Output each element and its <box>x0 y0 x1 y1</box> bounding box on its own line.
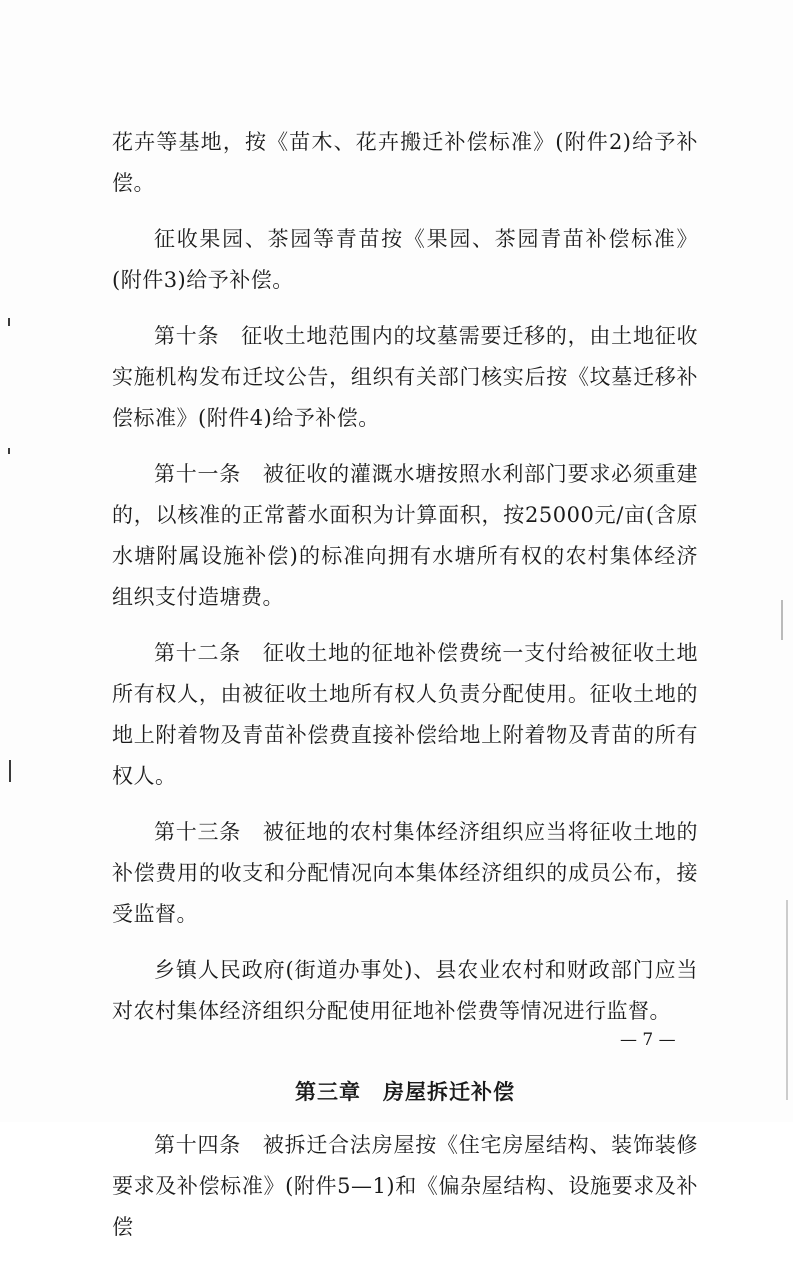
paragraph-orchard-compensation: 征收果园、茶园等青苗按《果园、茶园青苗补偿标准》(附件3)给予补偿。 <box>112 227 698 292</box>
page-number: — 7 — <box>620 1030 676 1050</box>
paragraph-supervision: 乡镇人民政府(街道办事处)、县农业农村和财政部门应当对农村集体经济组织分配使用征地补偿费等情况进行监督。 <box>112 958 698 1023</box>
chapter-heading <box>112 1072 698 1113</box>
scan-edge-mark <box>8 448 10 454</box>
scan-edge-mark <box>8 318 10 326</box>
chapter-title: 房屋拆迁补偿 <box>383 1080 515 1104</box>
chapter-number: 第三章 <box>295 1080 361 1104</box>
article-13: 第十三条 被征地的农村集体经济组织应当将征收土地的补偿费用的收支和分配情况向本集体经济组织的成员公布，接受监督。 <box>112 820 698 926</box>
scan-edge-mark <box>786 900 788 1100</box>
paragraph-continuation: 花卉等基地，按《苗木、花卉搬迁补偿标准》(附件2)给予补偿。 <box>112 130 698 195</box>
scan-edge-mark <box>781 600 783 640</box>
article-11: 第十一条 被征收的灌溉水塘按照水利部门要求必须重建的，以核准的正常蓄水面积为计算面积，按25000元/亩(含原水塘附属设施补偿)的标准向拥有水塘所有权的农村集体经济组织支付造塘费。 <box>112 462 698 609</box>
article-10: 第十条 征收土地范围内的坟墓需要迁移的，由土地征收实施机构发布迁坟公告，组织有关部门核实后按《坟墓迁移补偿标准》(附件4)给予补偿。 <box>112 324 698 430</box>
article-14: 第十四条 被拆迁合法房屋按《住宅房屋结构、装饰装修要求及补偿标准》(附件5—1)和《偏杂屋结构、设施要求及补偿 <box>112 1133 698 1239</box>
document-body <box>112 122 698 1263</box>
article-12: 第十二条 征收土地的征地补偿费统一支付给被征收土地所有权人，由被征收土地所有权人负责分配使用。征收土地的地上附着物及青苗补偿费直接补偿给地上附着物及青苗的所有权人。 <box>112 641 698 788</box>
scan-edge-mark <box>9 760 11 782</box>
